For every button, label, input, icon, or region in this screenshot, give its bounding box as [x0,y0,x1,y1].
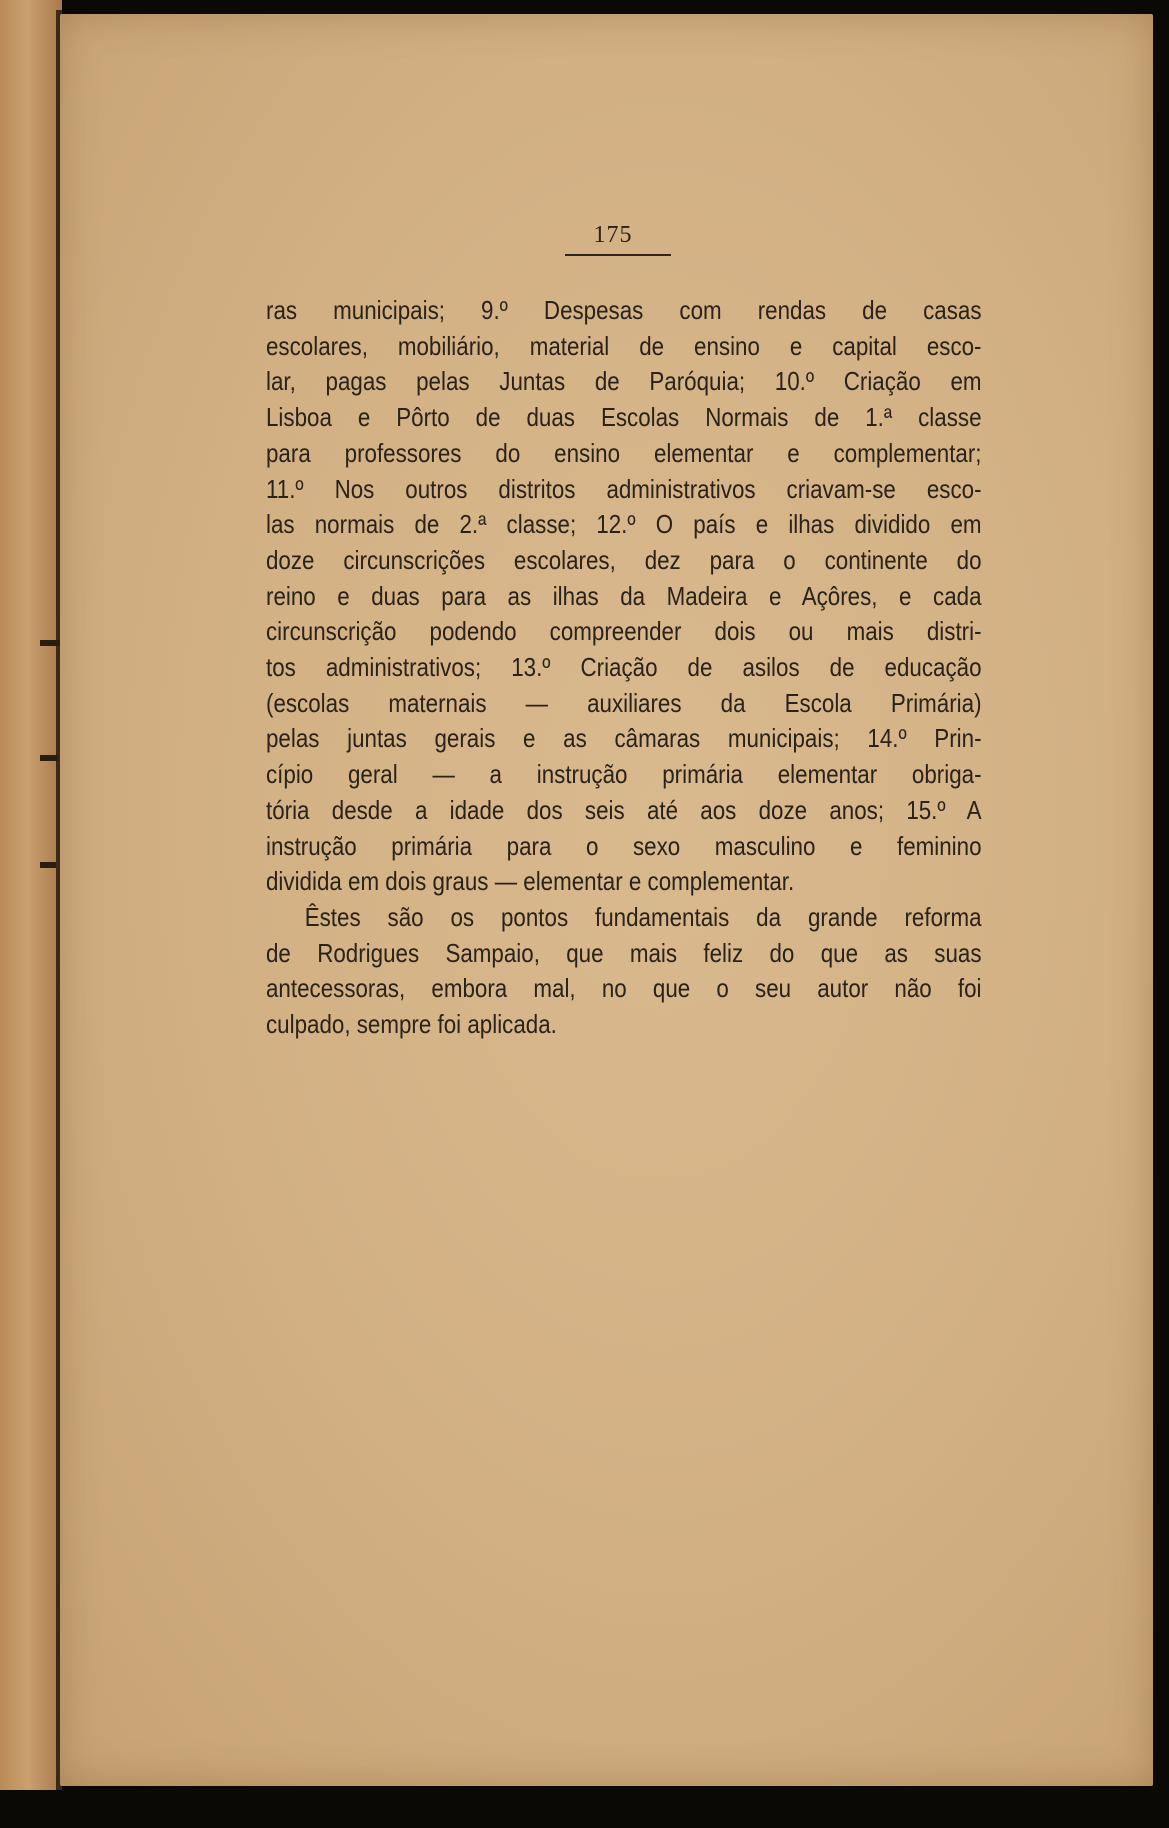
spine-tab-mark [40,640,62,646]
text-line: tos administrativos; 13.º Criação de asilos de educação [266,652,982,683]
text-line: tória desde a idade dos seis até aos doze anos; 15.º A [266,794,982,825]
spine-tab-mark [40,862,56,868]
spine-tab-mark [40,755,58,761]
text-line: circunscrição podendo compreender dois ou mais distri- [266,616,982,647]
text-line: doze circunscrições escolares, dez para o continente do [266,544,982,575]
text-line: escolares, mobiliário, material de ensino e capital esco- [266,330,982,361]
text-line: ras municipais; 9.º Despesas com rendas de casas [266,295,982,325]
text-line: 11.º Nos outros distritos administrativos criavam-se esco- [266,473,982,504]
text-line: (escolas maternais — auxiliares da Escola Primária) [266,687,982,718]
text-line: instrução primária para o sexo masculino e feminino [266,830,982,861]
book-spine-edge [0,0,62,1790]
text-line: Êstes são os pontos fundamentais da grande reforma [304,901,982,932]
page-number: 175 [593,222,633,248]
body-text [266,293,982,1043]
text-line: de Rodrigues Sampaio, que mais feliz do que as suas [266,937,982,968]
text-line: culpado, sempre foi aplicada. [266,1009,557,1040]
text-line: reino e duas para as ilhas da Madeira e Açôres, e cada [266,580,982,611]
text-line: para professores do ensino elementar e complementar; [266,437,982,468]
text-line: Lisboa e Pôrto de duas Escolas Normais de 1.ª classe [266,402,982,433]
text-line: pelas juntas gerais e as câmaras municipais; 14.º Prin- [266,723,982,754]
text-line: lar, pagas pelas Juntas de Paróquia; 10.º Criação em [266,366,982,397]
text-line: las normais de 2.ª classe; 12.º O país e ilhas dividido em [266,509,982,540]
book-page [60,14,1153,1786]
text-line: dividida em dois graus — elementar e complementar. [266,866,795,897]
text-line: cípio geral — a instrução primária elementar obriga- [266,759,982,790]
text-line: antecessoras, embora mal, no que o seu autor não foi [266,973,982,1004]
page-number-rule [565,254,671,256]
